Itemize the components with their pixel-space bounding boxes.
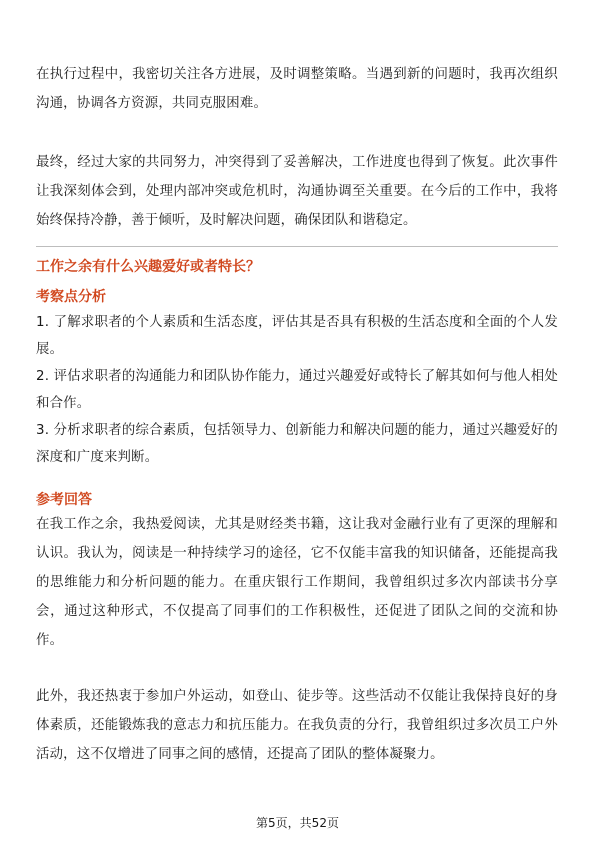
analysis-item-2: 2. 评估求职者的沟通能力和团队协作能力，通过兴趣爱好或特长了解其如何与他人相处和合作。 — [36, 369, 558, 411]
analysis-list — [36, 309, 558, 471]
intro-paragraph-1: 在执行过程中，我密切关注各方进展，及时调整策略。当遇到新的问题时，我再次组织沟通，协调各方资源，共同克服困难。 — [36, 67, 558, 111]
page-number: 第5页，共52页 — [256, 816, 339, 830]
analysis-title: 考察点分析 — [36, 289, 106, 305]
analysis-item-1: 1. 了解求职者的个人素质和生活态度，评估其是否具有积极的生活态度和全面的个人发展。 — [36, 315, 558, 357]
answer-paragraph-1: 在我工作之余，我热爱阅读，尤其是财经类书籍，这让我对金融行业有了更深的理解和认识。我认为，阅读是一种持续学习的途径，它不仅能丰富我的知识储备，还能提高我的思维能力和分析问题的能力。在重庆银行工作期间，我曾组织过多次内部读书分享会，通过这种形式，不仅提高了同事们的工作积极性，还促进了团队之间的交流和协作。 — [36, 517, 558, 648]
section-divider — [36, 246, 558, 247]
question-heading: 工作之余有什么兴趣爱好或者特长？ — [36, 259, 260, 275]
analysis-item-3: 3. 分析求职者的综合素质，包括领导力、创新能力和解决问题的能力，通过兴趣爱好的深度和广度来判断。 — [36, 423, 558, 465]
intro-paragraph-2: 最终，经过大家的共同努力，冲突得到了妥善解决，工作进度也得到了恢复。此次事件让我深刻体会到，处理内部冲突或危机时，沟通协调至关重要。在今后的工作中，我将始终保持冷静，善于倾听，及时解决问题，确保团队和谐稳定。 — [36, 155, 558, 228]
answer-paragraph-2: 此外，我还热衷于参加户外运动，如登山、徒步等。这些活动不仅能让我保持良好的身体素质，还能锻炼我的意志力和抗压能力。在我负责的分行，我曾组织过多次员工户外活动，这不仅增进了同事之间的感情，还提高了团队的整体凝聚力。 — [36, 689, 558, 762]
answer-title: 参考回答 — [36, 492, 92, 508]
